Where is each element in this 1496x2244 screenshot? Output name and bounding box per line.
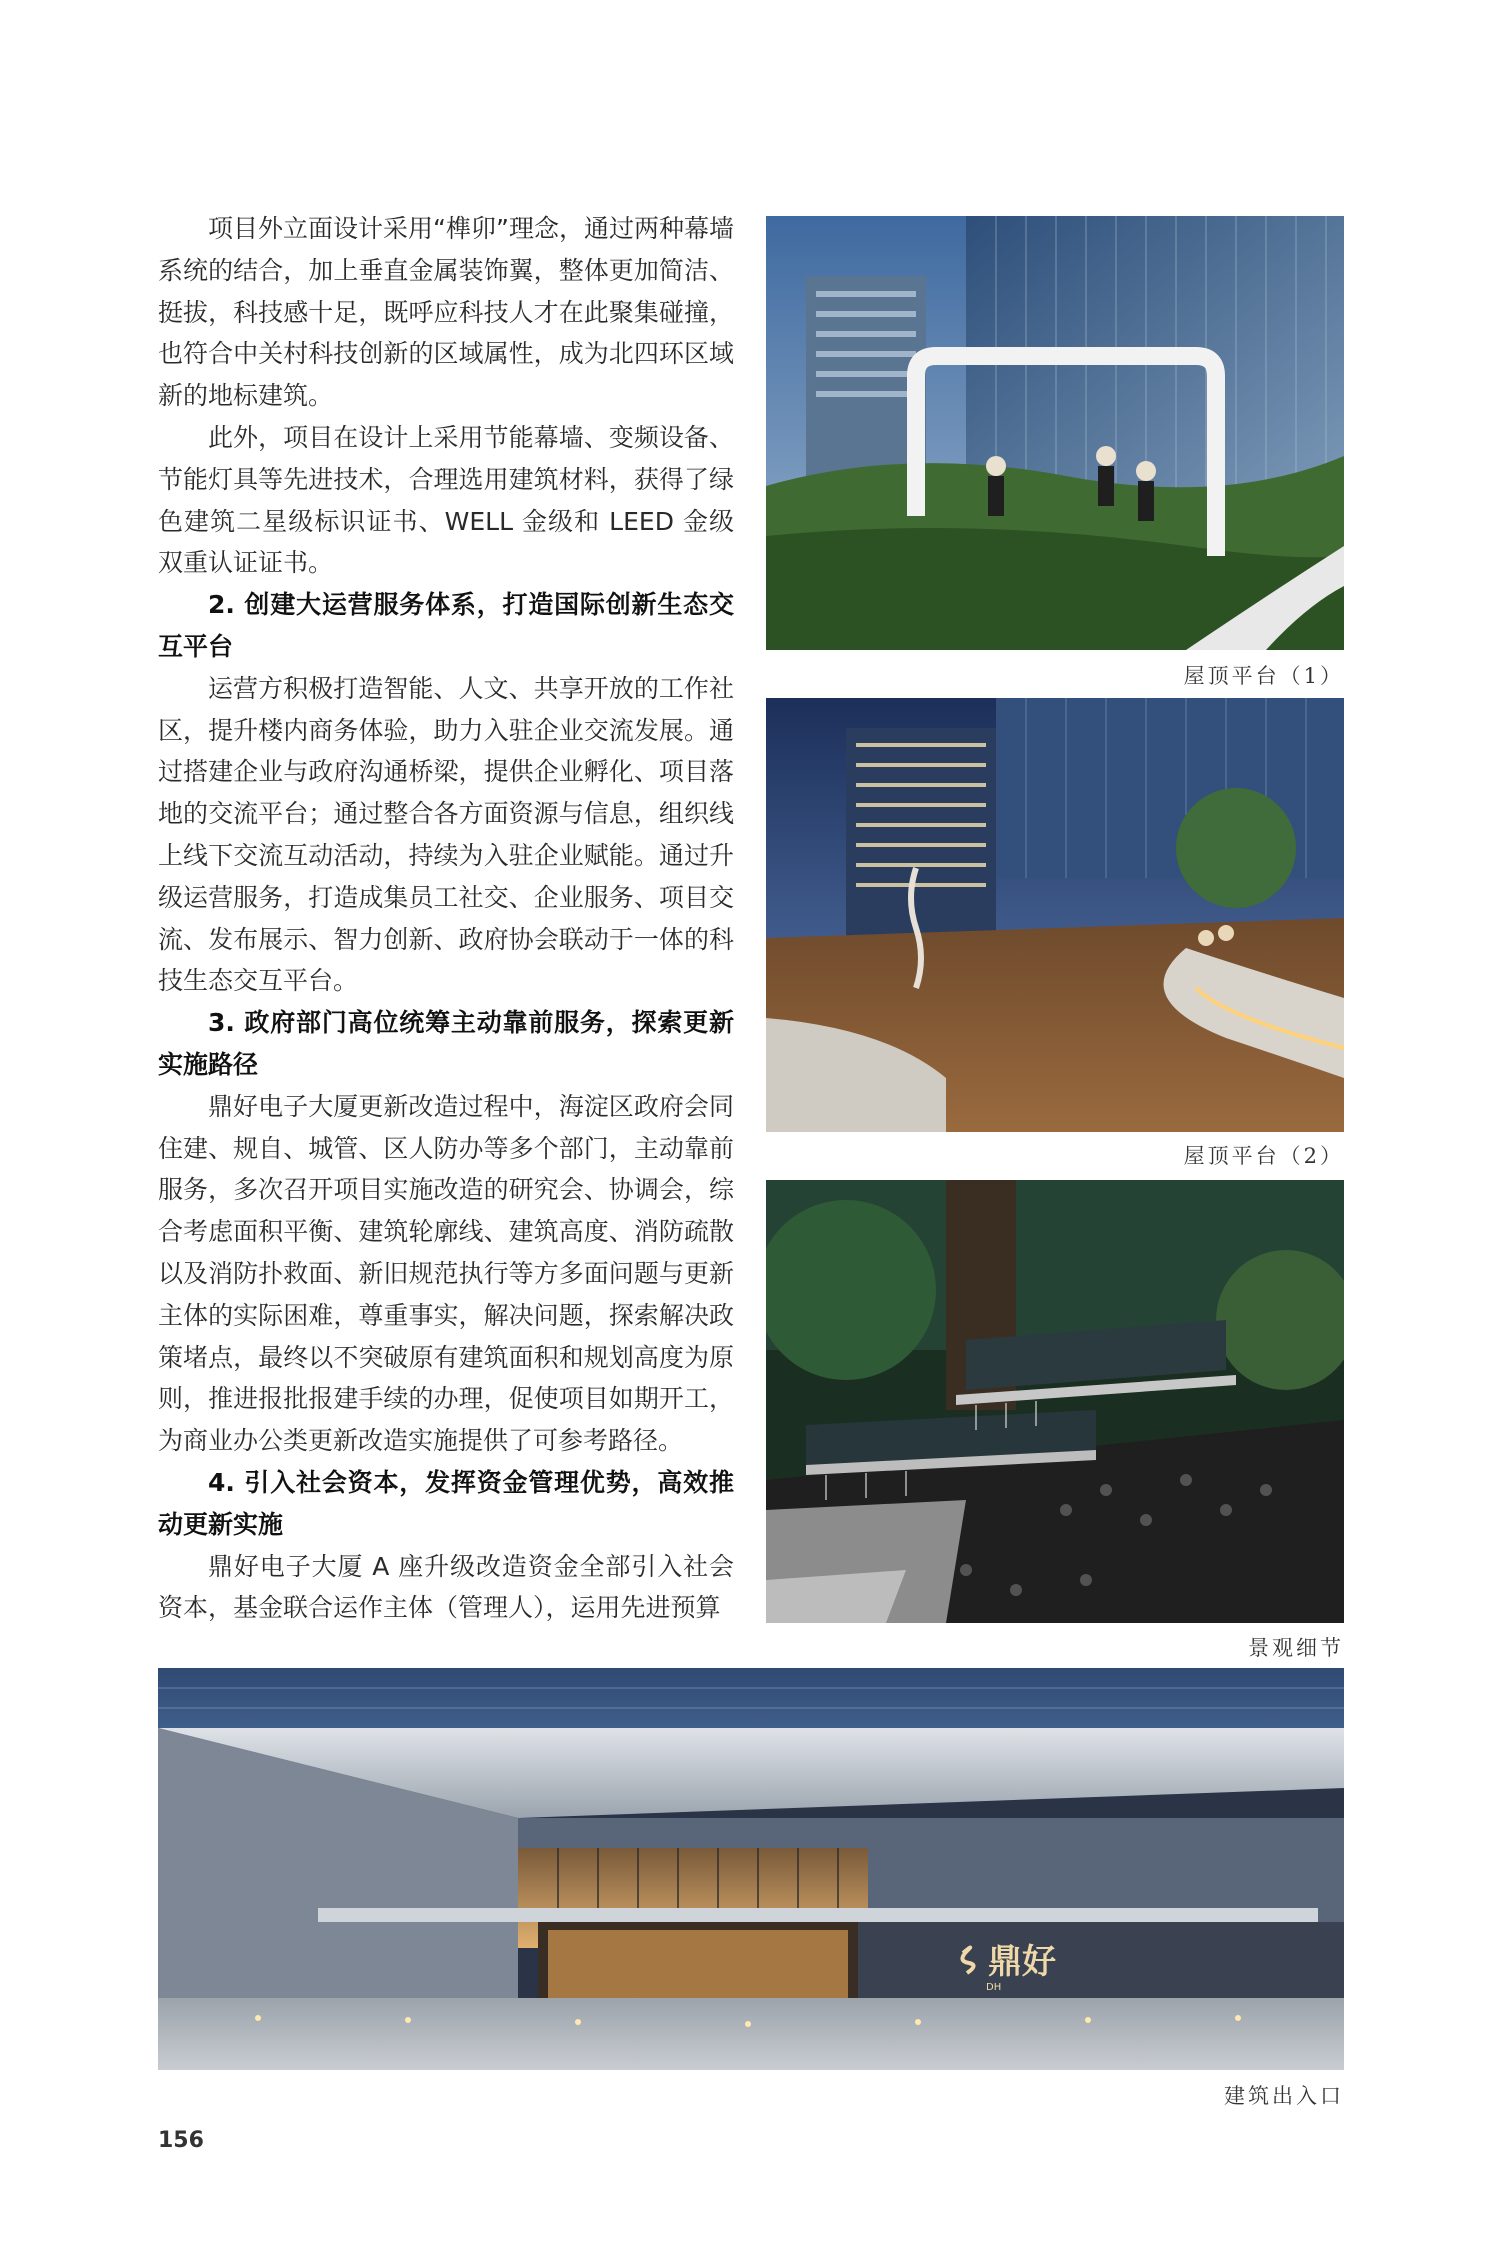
caption-rooftop-1: 屋顶平台（1） bbox=[1183, 664, 1344, 688]
caption-landscape: 景观细节 bbox=[1248, 1636, 1344, 1660]
paragraph-energy: 此外，项目在设计上采用节能幕墙、变频设备、节能灯具等先进技术，合理选用建筑材料，获得了绿色建筑二星级标识证书、WELL 金级和 LEED 金级双重认证证书。 bbox=[158, 422, 734, 578]
svg-text:鼎好: 鼎好 bbox=[988, 1942, 1056, 1982]
paragraph-facade: 项目外立面设计采用“榫卯”理念，通过两种幕墙系统的结合，加上垂直金属装饰翼，整体更加简洁、挺拔，科技感十足，既呼应科技人才在此聚集碰撞，也符合中关村科技创新的区域属性，成为北四环区域新的地标建筑。 bbox=[158, 214, 734, 411]
photo-landscape-detail bbox=[766, 1180, 1344, 1623]
photo-rooftop-1 bbox=[766, 216, 1344, 650]
photo-rooftop-2 bbox=[766, 698, 1344, 1132]
caption-entrance: 建筑出入口 bbox=[1224, 2084, 1344, 2108]
caption-rooftop-2: 屋顶平台（2） bbox=[1183, 1144, 1344, 1168]
paragraph-operations: 运营方积极打造智能、人文、共享开放的工作社区，提升楼内商务体验，助力入驻企业交流发展。通过搭建企业与政府沟通桥梁，提供企业孵化、项目落地的交流平台；通过整合各方面资源与信息，组织线上线下交流互动活动，持续为入驻企业赋能。通过升级运营服务，打造成集员工社交、企业服务、项目交流、发布展示、智力创新、政府协会联动于一体的科技生态交互平台。 bbox=[158, 673, 734, 996]
page-number: 156 bbox=[158, 2128, 204, 2153]
paragraph-government: 鼎好电子大厦更新改造过程中，海淀区政府会同住建、规自、城管、区人防办等多个部门，主动靠前服务，多次召开项目实施改造的研究会、协调会，综合考虑面积平衡、建筑轮廓线、建筑高度、消防疏散以及消防扑救面、新旧规范执行等方多面问题与更新主体的实际困难，尊重事实，解决问题，探索解决政策堵点，最终以不突破原有建筑面积和规划高度为原则，推进报批报建手续的办理，促使项目如期开工，为商业办公类更新改造实施提供了可参考路径。 bbox=[158, 1091, 734, 1456]
photo-building-entrance bbox=[158, 1668, 1344, 2070]
heading-section-4: 4. 引入社会资本，发挥资金管理优势，高效推动更新实施 bbox=[158, 1467, 734, 1539]
article-body bbox=[158, 208, 734, 1629]
paragraph-capital: 鼎好电子大厦 A 座升级改造资金全部引入社会资本，基金联合运作主体（管理人），运用先进预算 bbox=[158, 1551, 734, 1623]
heading-section-2: 2. 创建大运营服务体系，打造国际创新生态交互平台 bbox=[158, 590, 734, 661]
heading-section-3: 3. 政府部门高位统筹主动靠前服务，探索更新实施路径 bbox=[158, 1008, 734, 1079]
svg-text:DH: DH bbox=[986, 1982, 1002, 1993]
